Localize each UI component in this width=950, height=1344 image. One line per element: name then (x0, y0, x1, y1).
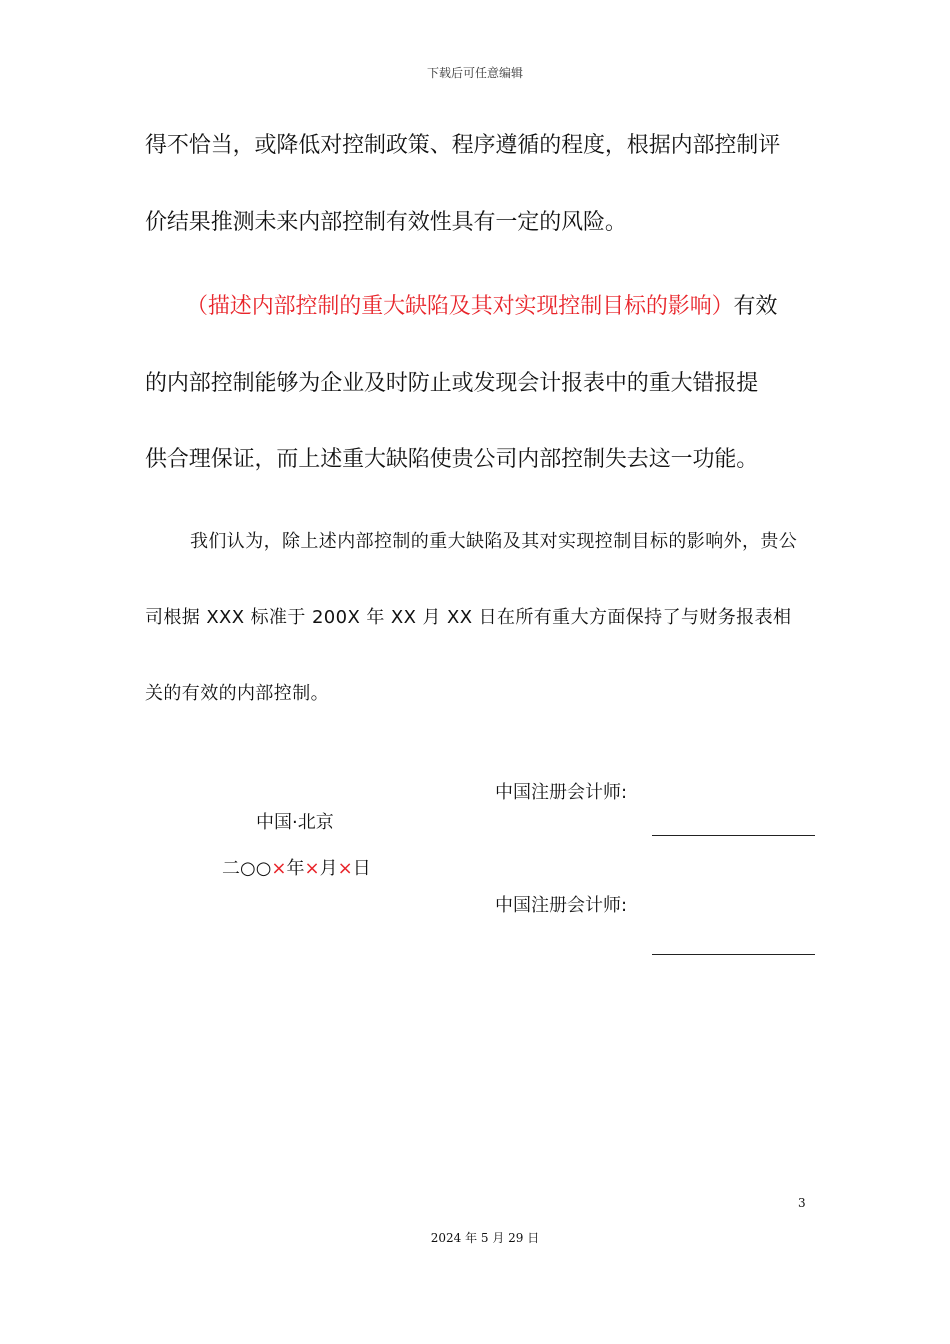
placeholder-instruction: （描述内部控制的重大缺陷及其对实现控制目标的影响） (186, 294, 734, 319)
paragraph-1-line-1: 得不恰当，或降低对控制政策、程序遵循的程度，根据内部控制评 (145, 133, 781, 158)
page-number: 3 (798, 1196, 806, 1210)
date-placeholder: 二○○×年×月×日 (222, 858, 371, 879)
paragraph-2-line-2: 的内部控制能够为企业及时防止或发现会计报表中的重大错报提 (145, 371, 759, 396)
cpa-signature-line-1 (652, 835, 815, 836)
paragraph-3-line-2: 司根据 XXX 标准于 200X 年 XX 月 XX 日在所有重大方面保持了与财务报表相 (145, 607, 792, 628)
paragraph-1-line-2: 价结果推测未来内部控制有效性具有一定的风险。 (145, 210, 627, 235)
date-mark-year: × (271, 858, 287, 879)
paragraph-3-line-3: 关的有效的内部控制。 (145, 683, 329, 704)
paragraph-2-line-1 (186, 289, 777, 320)
paragraph-3-line-1: 我们认为，除上述内部控制的重大缺陷及其对实现控制目标的影响外，贵公 (190, 531, 798, 552)
date-mark-month: × (304, 858, 320, 879)
cpa-signature-line-2 (652, 954, 815, 955)
page-footer-date: 2024 年 5 月 29 日 (430, 1231, 540, 1245)
paragraph-2-line-3: 供合理保证，而上述重大缺陷使贵公司内部控制失去这一功能。 (145, 447, 759, 472)
cpa-signature-label-1: 中国注册会计师: (495, 782, 628, 803)
paragraph-2-line-1-rest: 有效 (733, 294, 778, 319)
location-text: 中国·北京 (256, 812, 334, 833)
page-header: 下载后可任意编辑 (426, 66, 523, 80)
cpa-signature-label-2: 中国注册会计师: (495, 895, 628, 916)
date-mark-day: × (337, 858, 353, 879)
